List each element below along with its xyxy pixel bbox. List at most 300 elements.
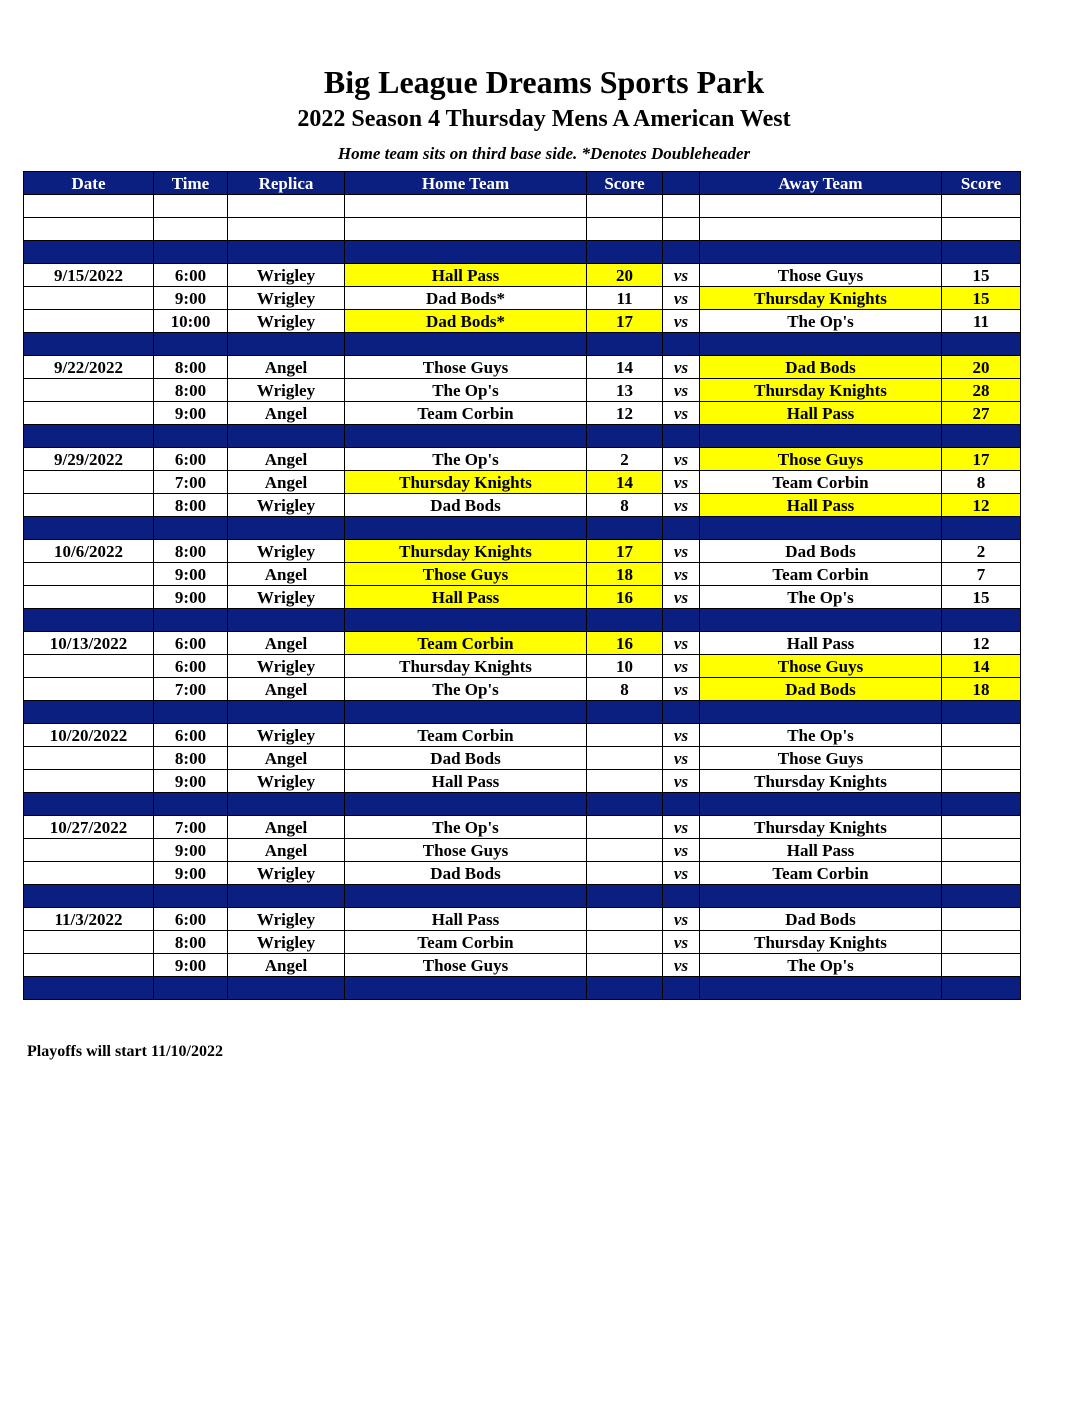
vs-cell: vs xyxy=(663,954,700,977)
col-header-time: Time xyxy=(154,172,228,195)
time-cell: 9:00 xyxy=(154,563,228,586)
replica-cell: Angel xyxy=(228,747,345,770)
home-score-cell xyxy=(587,862,663,885)
page-subtitle: 2022 Season 4 Thursday Mens A American West xyxy=(297,106,791,132)
replica-cell: Angel xyxy=(228,632,345,655)
time-cell: 9:00 xyxy=(154,402,228,425)
separator-cell xyxy=(24,977,154,1000)
date-cell xyxy=(24,379,154,402)
separator-cell xyxy=(154,517,228,540)
replica-cell: Wrigley xyxy=(228,655,345,678)
away-team-cell: Thursday Knights xyxy=(700,287,942,310)
game-row xyxy=(24,632,1021,655)
date-cell xyxy=(24,747,154,770)
away-score-cell xyxy=(942,908,1021,931)
vs-cell: vs xyxy=(663,540,700,563)
game-row xyxy=(24,770,1021,793)
blank-cell xyxy=(663,195,700,218)
away-team-cell: Thursday Knights xyxy=(700,770,942,793)
blank-cell xyxy=(154,195,228,218)
separator-cell xyxy=(345,425,587,448)
time-cell: 6:00 xyxy=(154,264,228,287)
home-score-cell xyxy=(587,770,663,793)
away-score-cell xyxy=(942,954,1021,977)
separator-cell xyxy=(154,793,228,816)
away-score-cell: 8 xyxy=(942,471,1021,494)
schedule-table xyxy=(23,171,1021,1000)
away-team-cell: Hall Pass xyxy=(700,839,942,862)
separator-cell xyxy=(587,977,663,1000)
separator-cell xyxy=(942,885,1021,908)
schedule-note: Home team sits on third base side. *Denotes Doubleheader xyxy=(337,144,751,163)
game-row xyxy=(24,310,1021,333)
away-score-cell: 28 xyxy=(942,379,1021,402)
separator-cell xyxy=(587,333,663,356)
away-team-cell: The Op's xyxy=(700,310,942,333)
time-cell: 8:00 xyxy=(154,931,228,954)
game-row xyxy=(24,379,1021,402)
separator-cell xyxy=(154,609,228,632)
home-team-cell: Those Guys xyxy=(345,563,587,586)
date-cell xyxy=(24,862,154,885)
separator-row xyxy=(24,701,1021,724)
blank-cell xyxy=(700,218,942,241)
separator-cell xyxy=(154,701,228,724)
away-team-cell: Team Corbin xyxy=(700,862,942,885)
col-header-home-team: Home Team xyxy=(345,172,587,195)
away-score-cell: 15 xyxy=(942,287,1021,310)
home-score-cell xyxy=(587,954,663,977)
home-score-cell xyxy=(587,816,663,839)
vs-cell: vs xyxy=(663,356,700,379)
separator-cell xyxy=(24,517,154,540)
home-score-cell: 13 xyxy=(587,379,663,402)
replica-cell: Wrigley xyxy=(228,287,345,310)
blank-row xyxy=(24,218,1021,241)
away-team-cell: Dad Bods xyxy=(700,540,942,563)
date-cell xyxy=(24,471,154,494)
blank-cell xyxy=(587,195,663,218)
time-cell: 8:00 xyxy=(154,379,228,402)
away-team-cell: Team Corbin xyxy=(700,471,942,494)
away-team-cell: Hall Pass xyxy=(700,494,942,517)
separator-cell xyxy=(24,425,154,448)
date-cell xyxy=(24,655,154,678)
away-team-cell: Those Guys xyxy=(700,747,942,770)
separator-row xyxy=(24,241,1021,264)
home-team-cell: Hall Pass xyxy=(345,770,587,793)
separator-row xyxy=(24,333,1021,356)
separator-row xyxy=(24,425,1021,448)
home-team-cell: The Op's xyxy=(345,379,587,402)
vs-cell: vs xyxy=(663,839,700,862)
col-header-home-score: Score xyxy=(587,172,663,195)
separator-cell xyxy=(228,793,345,816)
home-score-cell: 8 xyxy=(587,678,663,701)
separator-cell xyxy=(345,241,587,264)
home-team-cell: Dad Bods* xyxy=(345,310,587,333)
home-team-cell: The Op's xyxy=(345,678,587,701)
vs-cell: vs xyxy=(663,287,700,310)
game-row xyxy=(24,402,1021,425)
col-header-away-score: Score xyxy=(942,172,1021,195)
separator-cell xyxy=(942,517,1021,540)
separator-cell xyxy=(228,333,345,356)
date-cell: 9/15/2022 xyxy=(24,264,154,287)
game-row xyxy=(24,954,1021,977)
separator-row xyxy=(24,793,1021,816)
separator-cell xyxy=(942,977,1021,1000)
blank-cell xyxy=(700,195,942,218)
home-score-cell xyxy=(587,747,663,770)
away-score-cell: 11 xyxy=(942,310,1021,333)
separator-cell xyxy=(587,885,663,908)
home-score-cell: 11 xyxy=(587,287,663,310)
away-score-cell xyxy=(942,862,1021,885)
home-team-cell: Team Corbin xyxy=(345,632,587,655)
separator-cell xyxy=(663,977,700,1000)
replica-cell: Angel xyxy=(228,402,345,425)
replica-cell: Wrigley xyxy=(228,770,345,793)
home-team-cell: Dad Bods xyxy=(345,494,587,517)
separator-cell xyxy=(24,885,154,908)
date-cell: 9/22/2022 xyxy=(24,356,154,379)
away-score-cell: 18 xyxy=(942,678,1021,701)
blank-cell xyxy=(345,218,587,241)
away-team-cell: Dad Bods xyxy=(700,908,942,931)
date-cell xyxy=(24,310,154,333)
page-title: Big League Dreams Sports Park xyxy=(323,64,765,100)
game-row xyxy=(24,540,1021,563)
home-team-cell: Dad Bods xyxy=(345,747,587,770)
separator-cell xyxy=(942,241,1021,264)
home-score-cell: 20 xyxy=(587,264,663,287)
replica-cell: Wrigley xyxy=(228,586,345,609)
home-score-cell: 12 xyxy=(587,402,663,425)
separator-cell xyxy=(700,241,942,264)
separator-cell xyxy=(663,701,700,724)
home-score-cell: 8 xyxy=(587,494,663,517)
separator-cell xyxy=(587,517,663,540)
game-row xyxy=(24,655,1021,678)
date-cell xyxy=(24,954,154,977)
date-cell: 10/20/2022 xyxy=(24,724,154,747)
time-cell: 6:00 xyxy=(154,655,228,678)
separator-cell xyxy=(228,977,345,1000)
home-score-cell: 2 xyxy=(587,448,663,471)
date-cell xyxy=(24,678,154,701)
vs-cell: vs xyxy=(663,862,700,885)
home-team-cell: Team Corbin xyxy=(345,724,587,747)
vs-cell: vs xyxy=(663,586,700,609)
time-cell: 8:00 xyxy=(154,494,228,517)
game-row xyxy=(24,931,1021,954)
vs-cell: vs xyxy=(663,310,700,333)
time-cell: 9:00 xyxy=(154,862,228,885)
home-team-cell: Thursday Knights xyxy=(345,471,587,494)
date-cell: 10/13/2022 xyxy=(24,632,154,655)
col-header-vs xyxy=(663,172,700,195)
separator-cell xyxy=(663,333,700,356)
playoffs-note: Playoffs will start 11/10/2022 xyxy=(27,1043,223,1060)
time-cell: 8:00 xyxy=(154,356,228,379)
replica-cell: Angel xyxy=(228,448,345,471)
separator-cell xyxy=(228,241,345,264)
away-score-cell xyxy=(942,724,1021,747)
home-team-cell: The Op's xyxy=(345,448,587,471)
replica-cell: Wrigley xyxy=(228,540,345,563)
separator-cell xyxy=(345,333,587,356)
home-team-cell: Those Guys xyxy=(345,356,587,379)
time-cell: 8:00 xyxy=(154,747,228,770)
away-score-cell: 12 xyxy=(942,632,1021,655)
replica-cell: Angel xyxy=(228,839,345,862)
away-team-cell: Thursday Knights xyxy=(700,816,942,839)
game-row xyxy=(24,862,1021,885)
home-team-cell: Those Guys xyxy=(345,839,587,862)
time-cell: 7:00 xyxy=(154,471,228,494)
replica-cell: Angel xyxy=(228,678,345,701)
replica-cell: Wrigley xyxy=(228,931,345,954)
vs-cell: vs xyxy=(663,264,700,287)
blank-cell xyxy=(228,195,345,218)
date-cell: 10/27/2022 xyxy=(24,816,154,839)
home-team-cell: Dad Bods xyxy=(345,862,587,885)
replica-cell: Wrigley xyxy=(228,310,345,333)
replica-cell: Angel xyxy=(228,816,345,839)
game-row xyxy=(24,264,1021,287)
separator-cell xyxy=(942,425,1021,448)
separator-cell xyxy=(663,609,700,632)
separator-cell xyxy=(24,333,154,356)
separator-cell xyxy=(700,701,942,724)
time-cell: 8:00 xyxy=(154,540,228,563)
away-score-cell: 17 xyxy=(942,448,1021,471)
time-cell: 6:00 xyxy=(154,448,228,471)
replica-cell: Wrigley xyxy=(228,494,345,517)
game-row xyxy=(24,678,1021,701)
blank-cell xyxy=(24,195,154,218)
game-row xyxy=(24,586,1021,609)
game-row xyxy=(24,724,1021,747)
separator-cell xyxy=(663,241,700,264)
home-team-cell: Dad Bods* xyxy=(345,287,587,310)
date-cell: 9/29/2022 xyxy=(24,448,154,471)
away-score-cell xyxy=(942,770,1021,793)
game-row xyxy=(24,448,1021,471)
header-row xyxy=(24,172,1021,195)
date-cell xyxy=(24,770,154,793)
game-row xyxy=(24,287,1021,310)
separator-cell xyxy=(587,241,663,264)
away-team-cell: Thursday Knights xyxy=(700,931,942,954)
separator-cell xyxy=(700,977,942,1000)
away-score-cell: 2 xyxy=(942,540,1021,563)
home-team-cell: Hall Pass xyxy=(345,264,587,287)
time-cell: 7:00 xyxy=(154,678,228,701)
time-cell: 10:00 xyxy=(154,310,228,333)
vs-cell: vs xyxy=(663,379,700,402)
home-team-cell: Hall Pass xyxy=(345,908,587,931)
separator-cell xyxy=(228,517,345,540)
separator-cell xyxy=(24,793,154,816)
away-team-cell: The Op's xyxy=(700,586,942,609)
vs-cell: vs xyxy=(663,931,700,954)
blank-cell xyxy=(587,218,663,241)
separator-row xyxy=(24,609,1021,632)
separator-cell xyxy=(345,793,587,816)
home-team-cell: Those Guys xyxy=(345,954,587,977)
home-score-cell xyxy=(587,839,663,862)
home-score-cell: 16 xyxy=(587,586,663,609)
date-cell xyxy=(24,287,154,310)
separator-cell xyxy=(942,609,1021,632)
away-score-cell: 14 xyxy=(942,655,1021,678)
separator-cell xyxy=(587,609,663,632)
home-team-cell: Team Corbin xyxy=(345,931,587,954)
blank-cell xyxy=(663,218,700,241)
vs-cell: vs xyxy=(663,448,700,471)
vs-cell: vs xyxy=(663,724,700,747)
home-team-cell: Thursday Knights xyxy=(345,540,587,563)
vs-cell: vs xyxy=(663,494,700,517)
time-cell: 7:00 xyxy=(154,816,228,839)
separator-cell xyxy=(663,425,700,448)
separator-row xyxy=(24,977,1021,1000)
separator-row xyxy=(24,885,1021,908)
home-score-cell: 17 xyxy=(587,540,663,563)
away-score-cell: 15 xyxy=(942,264,1021,287)
time-cell: 9:00 xyxy=(154,586,228,609)
separator-cell xyxy=(24,241,154,264)
home-score-cell: 17 xyxy=(587,310,663,333)
separator-cell xyxy=(24,609,154,632)
date-cell xyxy=(24,839,154,862)
away-score-cell xyxy=(942,931,1021,954)
time-cell: 6:00 xyxy=(154,908,228,931)
game-row xyxy=(24,839,1021,862)
separator-cell xyxy=(587,425,663,448)
separator-cell xyxy=(700,517,942,540)
time-cell: 6:00 xyxy=(154,632,228,655)
separator-cell xyxy=(345,517,587,540)
away-score-cell: 7 xyxy=(942,563,1021,586)
separator-cell xyxy=(154,333,228,356)
home-team-cell: Thursday Knights xyxy=(345,655,587,678)
blank-cell xyxy=(154,218,228,241)
replica-cell: Angel xyxy=(228,954,345,977)
replica-cell: Wrigley xyxy=(228,908,345,931)
date-cell: 11/3/2022 xyxy=(24,908,154,931)
away-score-cell: 20 xyxy=(942,356,1021,379)
date-cell xyxy=(24,494,154,517)
time-cell: 9:00 xyxy=(154,954,228,977)
separator-cell xyxy=(345,885,587,908)
vs-cell: vs xyxy=(663,747,700,770)
blank-cell xyxy=(345,195,587,218)
separator-cell xyxy=(700,425,942,448)
away-score-cell: 15 xyxy=(942,586,1021,609)
replica-cell: Wrigley xyxy=(228,264,345,287)
game-row xyxy=(24,356,1021,379)
vs-cell: vs xyxy=(663,816,700,839)
away-score-cell xyxy=(942,816,1021,839)
separator-cell xyxy=(587,701,663,724)
replica-cell: Wrigley xyxy=(228,724,345,747)
date-cell xyxy=(24,563,154,586)
away-team-cell: The Op's xyxy=(700,954,942,977)
col-header-replica: Replica xyxy=(228,172,345,195)
blank-cell xyxy=(24,218,154,241)
blank-cell xyxy=(942,195,1021,218)
separator-cell xyxy=(228,609,345,632)
replica-cell: Wrigley xyxy=(228,379,345,402)
separator-cell xyxy=(154,977,228,1000)
game-row xyxy=(24,747,1021,770)
separator-cell xyxy=(942,333,1021,356)
separator-cell xyxy=(663,885,700,908)
away-team-cell: The Op's xyxy=(700,724,942,747)
separator-cell xyxy=(942,701,1021,724)
separator-cell xyxy=(154,885,228,908)
col-header-away-team: Away Team xyxy=(700,172,942,195)
away-team-cell: Dad Bods xyxy=(700,356,942,379)
home-score-cell: 16 xyxy=(587,632,663,655)
time-cell: 9:00 xyxy=(154,839,228,862)
vs-cell: vs xyxy=(663,402,700,425)
away-score-cell: 12 xyxy=(942,494,1021,517)
separator-cell xyxy=(700,885,942,908)
schedule-body xyxy=(24,195,1021,1000)
game-row xyxy=(24,563,1021,586)
home-score-cell xyxy=(587,908,663,931)
replica-cell: Angel xyxy=(228,563,345,586)
game-row xyxy=(24,816,1021,839)
separator-cell xyxy=(700,793,942,816)
separator-cell xyxy=(700,609,942,632)
separator-cell xyxy=(154,425,228,448)
vs-cell: vs xyxy=(663,908,700,931)
game-row xyxy=(24,494,1021,517)
away-team-cell: Hall Pass xyxy=(700,632,942,655)
replica-cell: Angel xyxy=(228,356,345,379)
separator-cell xyxy=(154,241,228,264)
separator-cell xyxy=(345,701,587,724)
home-score-cell: 14 xyxy=(587,356,663,379)
separator-cell xyxy=(663,517,700,540)
blank-row xyxy=(24,195,1021,218)
vs-cell: vs xyxy=(663,655,700,678)
separator-cell xyxy=(663,793,700,816)
vs-cell: vs xyxy=(663,471,700,494)
separator-cell xyxy=(24,701,154,724)
away-team-cell: Dad Bods xyxy=(700,678,942,701)
separator-cell xyxy=(942,793,1021,816)
away-team-cell: Team Corbin xyxy=(700,563,942,586)
home-score-cell: 14 xyxy=(587,471,663,494)
separator-row xyxy=(24,517,1021,540)
time-cell: 9:00 xyxy=(154,770,228,793)
vs-cell: vs xyxy=(663,770,700,793)
separator-cell xyxy=(700,333,942,356)
col-header-date: Date xyxy=(24,172,154,195)
separator-cell xyxy=(587,793,663,816)
away-score-cell: 27 xyxy=(942,402,1021,425)
vs-cell: vs xyxy=(663,678,700,701)
vs-cell: vs xyxy=(663,632,700,655)
vs-cell: vs xyxy=(663,563,700,586)
away-team-cell: Thursday Knights xyxy=(700,379,942,402)
